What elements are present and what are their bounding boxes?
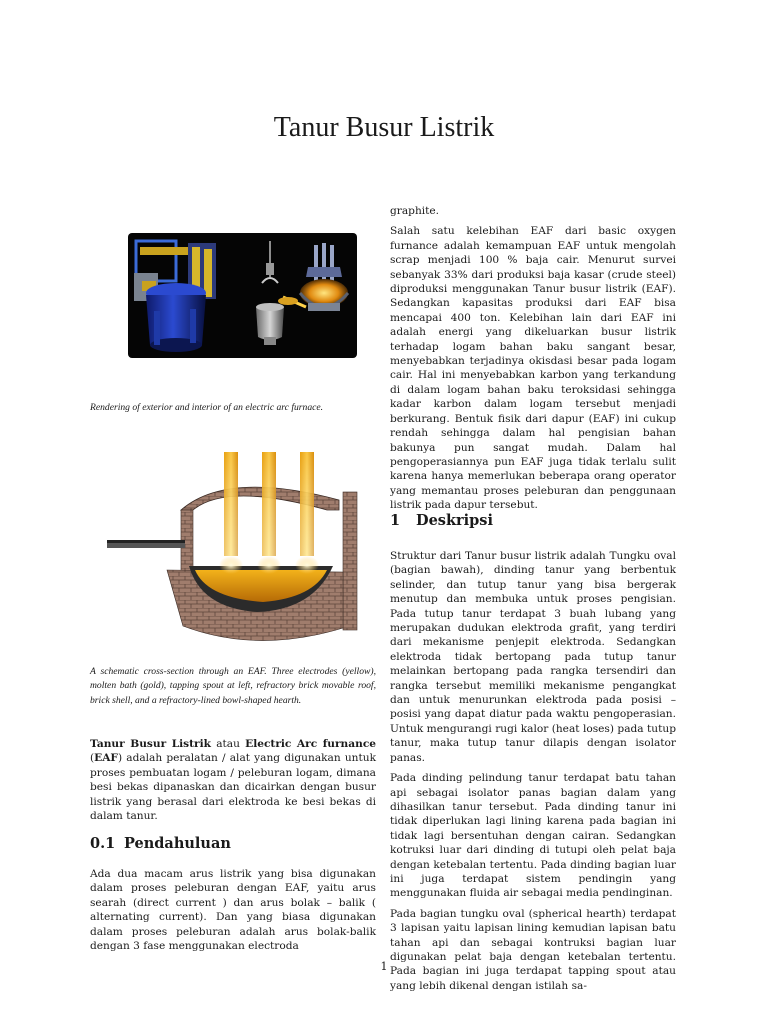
page-number: 1	[380, 960, 388, 973]
intro-paragraph: Tanur Busur Listrik atau Electric Arc furnance (EAF) adalah peralatan / alat yang digunakan untuk proses pembuatan logam / peleburan logam, dimana besi bekas dipanaskan dan dicairkan dengan busur listrik yang berasal dari elektroda ke besi bekas di dalam tanur.	[90, 738, 377, 823]
section-heading: 0.1 Pendahuluan	[90, 835, 231, 852]
body-paragraph: graphite.	[390, 205, 440, 217]
section-heading: 1 Deskripsi	[390, 512, 493, 529]
right-column-top	[390, 204, 676, 513]
figure-caption: Rendering of exterior and interior of an electric arc furnace.	[90, 402, 324, 413]
body-paragraph: Pada dinding pelindung tanur terdapat batu tahan api sebagai isolator panas bagian dalam yang dihasilkan tanur tersebut. Pada dinding tanur ini tidak diperlukan lagi lining karena pada bagian ini tidak lagi bersentuhan dengan cairan. Sedangkan kotruksi luar dari dinding di tutupi oleh pelat baja dengan ketebalan tertentu. Pada dinding bagian luar ini juga terdapat sistem pendingin yang menggunakan fluida air sebagai media pendinginan.	[390, 772, 676, 900]
figure-caption: A schematic cross-section through an EAF. Three electrodes (yellow), molten bath (gold), tapping spout at left, refractory brick movable roof, brick shell, and a refractory-lined bowl-shaped hearth.	[90, 666, 376, 706]
body-paragraph: Ada dua macam arus listrik yang bisa digunakan dalam proses peleburan dengan EAF, yaitu arus searah (direct current ) dan arus bolak – balik ( alternating current). Dan yang biasa digunakan dalam proses peleburan adalah arus bolak-balik dengan 3 fase menggunakan electroda	[90, 868, 376, 953]
body-paragraph: Struktur dari Tanur busur listrik adalah Tungku oval (bagian bawah), dinding tanur yang berbentuk selinder, dan tutup tanur yang bisa bergerak menutup dan membuka untuk proses pengisian. Pada tutup tanur terdapat 3 buah lubang yang merupakan dudukan elektroda grafit, yang terdiri dari mekanisme penjepit elektroda. Sedangkan elektroda tidak bertopang pada tutup tanur melainkan bertopang pada rangka tersendiri dan rangka tersebut memiliki mekanisme pengangkat dan untuk menurunkan elektroda pada posisi – posisi yang dapat diatur pada waktu pengoperasian. Untuk mengurangi rugi kalor (heat loses) pada tutup tanur, maka tutup tanur dilapis dengan isolator panas.	[390, 550, 676, 764]
page-title: Tanur Busur Listrik	[273, 112, 495, 143]
body-paragraph: Pada bagian tungku oval (spherical hearth) terdapat 3 lapisan yaitu lapisan lining kemudian lapisan batu tahan api dan sebagai kontruksi bagian luar digunakan pelat baja dengan ketebalan tertentu. Pada bagian ini juga terdapat tapping spout atau yang lebih dikenal dengan istilah sa-	[390, 907, 676, 992]
body-paragraph: Salah satu kelebihan EAF dari basic oxygen furnance adalah kemampuan EAF untuk mengolah scrap menjadi 100 % baja cair. Menurut survei sebanyak 33% dari produksi baja kasar (crude steel) diproduksi menggunakan Tanur busur listrik (EAF). Sedangkan kapasitas produksi dari EAF bisa mencapai 400 ton. Kelebihan lain dari EAF ini adalah energi yang dikeluarkan busur listrik terhadap logam bahan baku sangant besar, menyebabkan terjadinya okisdasi besar pada logam cair. Hal ini menyebabkan karbon yang terkandung di dalam logam bahan baku teroksidasi sehingga kadar karbon dalam logam tersebut menjadi berkurang. Bentuk fisik dari dapur (EAF) ini cukup rendah sehingga dalam hal pengisian bahan bakunya pun sangat mudah. Dalam hal pengoperasiannya pun EAF juga tidak terlalu sulit karena hanya memerlukan beberapa orang operator yang memantau proses peleburan dan penggunaan listrik pada dapur tersebut.	[390, 225, 676, 512]
term-abbr: EAF	[94, 752, 118, 765]
right-column-bottom	[390, 549, 676, 993]
term-eaf: Electric Arc furnance	[245, 738, 377, 750]
term-tanur: Tanur Busur Listrik	[90, 738, 211, 750]
eaf-schematic-image	[107, 448, 359, 648]
eaf-rendering-image	[128, 233, 357, 358]
